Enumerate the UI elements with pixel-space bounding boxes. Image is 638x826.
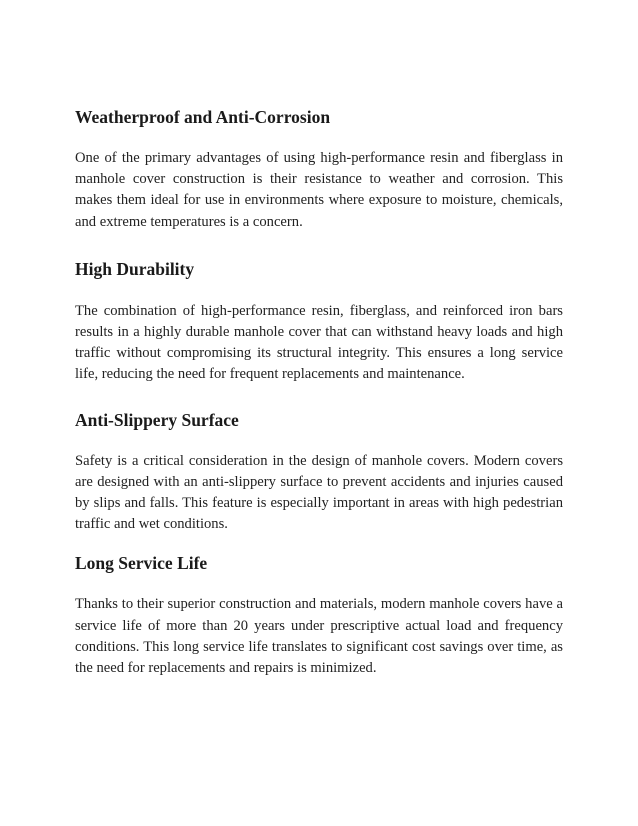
section-body: One of the primary advantages of using high-performance resin and fiberglass in manhole cover construction is their resistance to weather and corrosion. This makes them ideal for use in environments where exposure to moisture, chemicals, and extreme temperatures is a concern. — [75, 150, 563, 230]
section-body: Thanks to their superior construction and materials, modern manhole covers have a service life of more than 20 years under prescriptive actual load and frequency conditions. This long service life translates to significant cost savings over time, as the need for replacements and repairs is minimized. — [75, 596, 563, 677]
section-heading: Long Service Life — [75, 553, 208, 574]
section-anti-slippery — [75, 407, 563, 536]
section-body: Safety is a critical consideration in the design of manhole covers. Modern covers are designed with an anti-slippery surface to prevent accidents and injuries caused by slips and falls. This feature is especially important in areas with high pedestrian traffic and wet conditions. — [75, 452, 563, 533]
section-weatherproof — [75, 104, 563, 233]
section-heading: Weatherproof and Anti-Corrosion — [75, 107, 331, 127]
section-body: The combination of high-performance resin, fiberglass, and reinforced iron bars results in a highly durable manhole cover that can withstand heavy loads and high traffic without compromising its structural integrity. This ensures a long service life, reducing the need for frequent replacements and maintenance. — [75, 302, 563, 383]
section-heading: Anti-Slippery Surface — [75, 409, 239, 430]
document-page — [75, 104, 563, 679]
section-long-service-life — [75, 550, 563, 679]
section-heading: High Durability — [75, 258, 195, 279]
section-high-durability — [75, 256, 563, 386]
